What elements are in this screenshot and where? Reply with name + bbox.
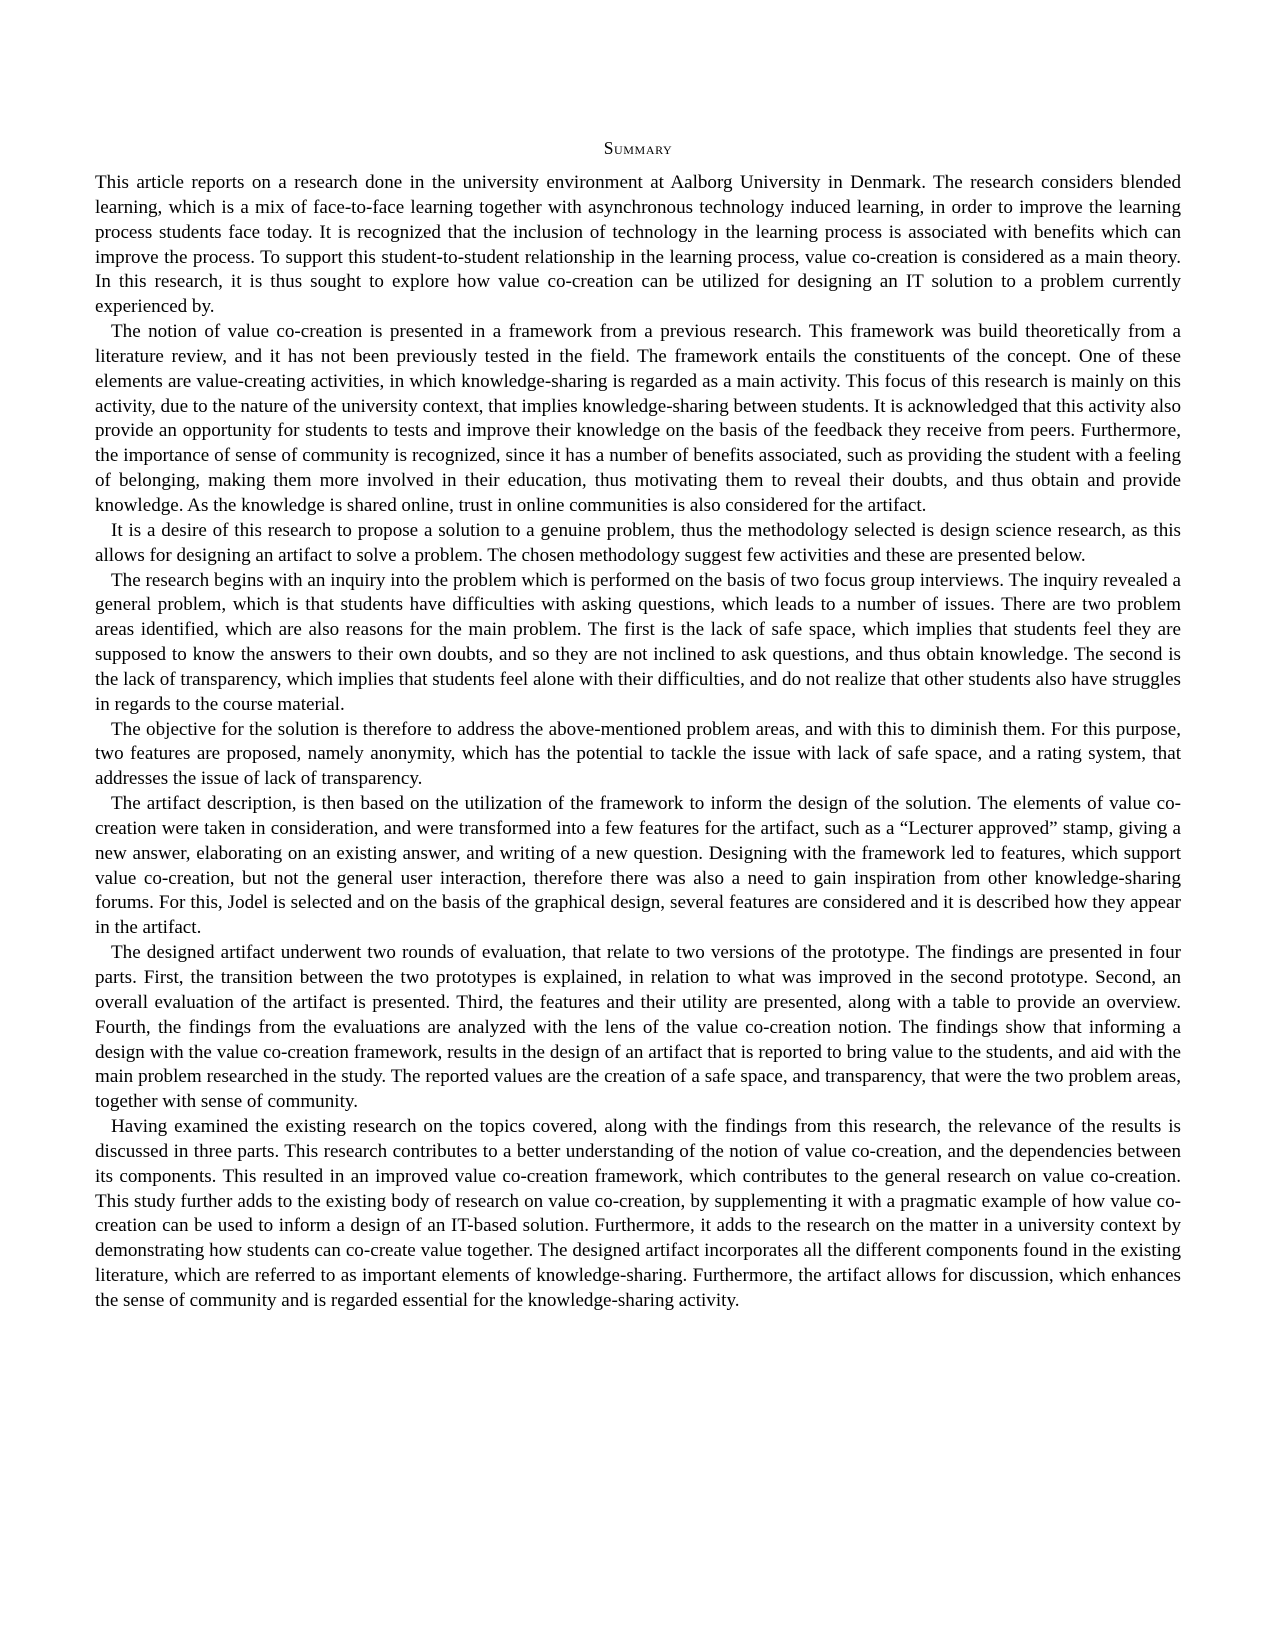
paragraph: Having examined the existing research on the topics covered, along with the findings from this research, the relevance of the results is discussed in three parts. This research contributes to a better understanding of the notion of value co-creation, and the dependencies between its components. This resulted in an improved value co-creation framework, which contributes to the general research on value co-creation. This study further adds to the existing body of research on value co-creation, by supplementing it with a pragmatic example of how value co-creation can be used to inform a design of an IT-based solution. Furthermore, it adds to the research on the matter in a university context by demonstrating how students can co-create value together. The designed artifact incorporates all the different components found in the existing literature, which are referred to as important elements of knowledge-sharing. Furthermore, the artifact allows for discussion, which enhances the sense of community and is regarded essential for the knowledge-sharing activity. (95, 1116, 1181, 1311)
page-content (95, 138, 1181, 1314)
paragraph: This article reports on a research done in the university environment at Aalborg University in Denmark. The research considers blended learning, which is a mix of face-to-face learning together with asynchronous technology induced learning, in order to improve the learning process students face today. It is recognized that the inclusion of technology in the learning process is associated with benefits which can improve the process. To support this student-to-student relationship in the learning process, value co-creation is considered as a main theory. In this research, it is thus sought to explore how value co-creation can be utilized for designing an IT solution to a problem currently experienced by. (95, 172, 1181, 318)
paragraph: The objective for the solution is therefore to address the above-mentioned problem areas, and with this to diminish them. For this purpose, two features are proposed, namely anonymity, which has the potential to tackle the issue with lack of safe space, and a rating system, that addresses the issue of lack of transparency. (95, 718, 1181, 790)
summary-body (95, 171, 1181, 1314)
paragraph: The artifact description, is then based on the utilization of the framework to inform the design of the solution. The elements of value co-creation were taken in consideration, and were transformed into a few features for the artifact, such as a “Lecturer approved” stamp, giving a new answer, elaborating on an existing answer, and writing of a new question. Designing with the framework led to features, which support value co-creation, but not the general user interaction, therefore there was also a need to gain inspiration from other knowledge-sharing forums. For this, Jodel is selected and on the basis of the graphical design, several features are considered and it is described how they appear in the artifact. (95, 793, 1181, 939)
paragraph: The research begins with an inquiry into the problem which is performed on the basis of two focus group interviews. The inquiry revealed a general problem, which is that students have difficulties with asking questions, which leads to a number of issues. There are two problem areas identified, which are also reasons for the main problem. The first is the lack of safe space, which implies that students feel they are supposed to know the answers to their own doubts, and so they are not inclined to ask questions, and thus obtain knowledge. The second is the lack of transparency, which implies that students feel alone with their difficulties, and do not realize that other students also have struggles in regards to the course material. (95, 569, 1181, 715)
paragraph: The designed artifact underwent two rounds of evaluation, that relate to two versions of the prototype. The findings are presented in four parts. First, the transition between the two prototypes is explained, in relation to what was improved in the second prototype. Second, an overall evaluation of the artifact is presented. Third, the features and their utility are presented, along with a table to provide an overview. Fourth, the findings from the evaluations are analyzed with the lens of the value co-creation notion. The findings show that informing a design with the value co-creation framework, results in the design of an artifact that is reported to bring value to the students, and aid with the main problem researched in the study. The reported values are the creation of a safe space, and transparency, that were the two problem areas, together with sense of community. (95, 942, 1181, 1113)
paragraph: The notion of value co-creation is presented in a framework from a previous research. This framework was build theoretically from a literature review, and it has not been previously tested in the field. The framework entails the constituents of the concept. One of these elements are value-creating activities, in which knowledge-sharing is regarded as a main activity. This focus of this research is mainly on this activity, due to the nature of the university context, that implies knowledge-sharing between students. It is acknowledged that this activity also provide an opportunity for students to tests and improve their knowledge on the basis of the feedback they receive from peers. Furthermore, the importance of sense of community is recognized, since it has a number of benefits associated, such as providing the student with a feeling of belonging, making them more involved in their education, thus motivating them to reveal their doubts, and thus obtain and provide knowledge. As the knowledge is shared online, trust in online communities is also considered for the artifact. (95, 321, 1181, 516)
page-title: Summary (603, 138, 673, 158)
paragraph: It is a desire of this research to propose a solution to a genuine problem, thus the methodology selected is design science research, as this allows for designing an artifact to solve a problem. The chosen methodology suggest few activities and these are presented below. (95, 519, 1181, 566)
